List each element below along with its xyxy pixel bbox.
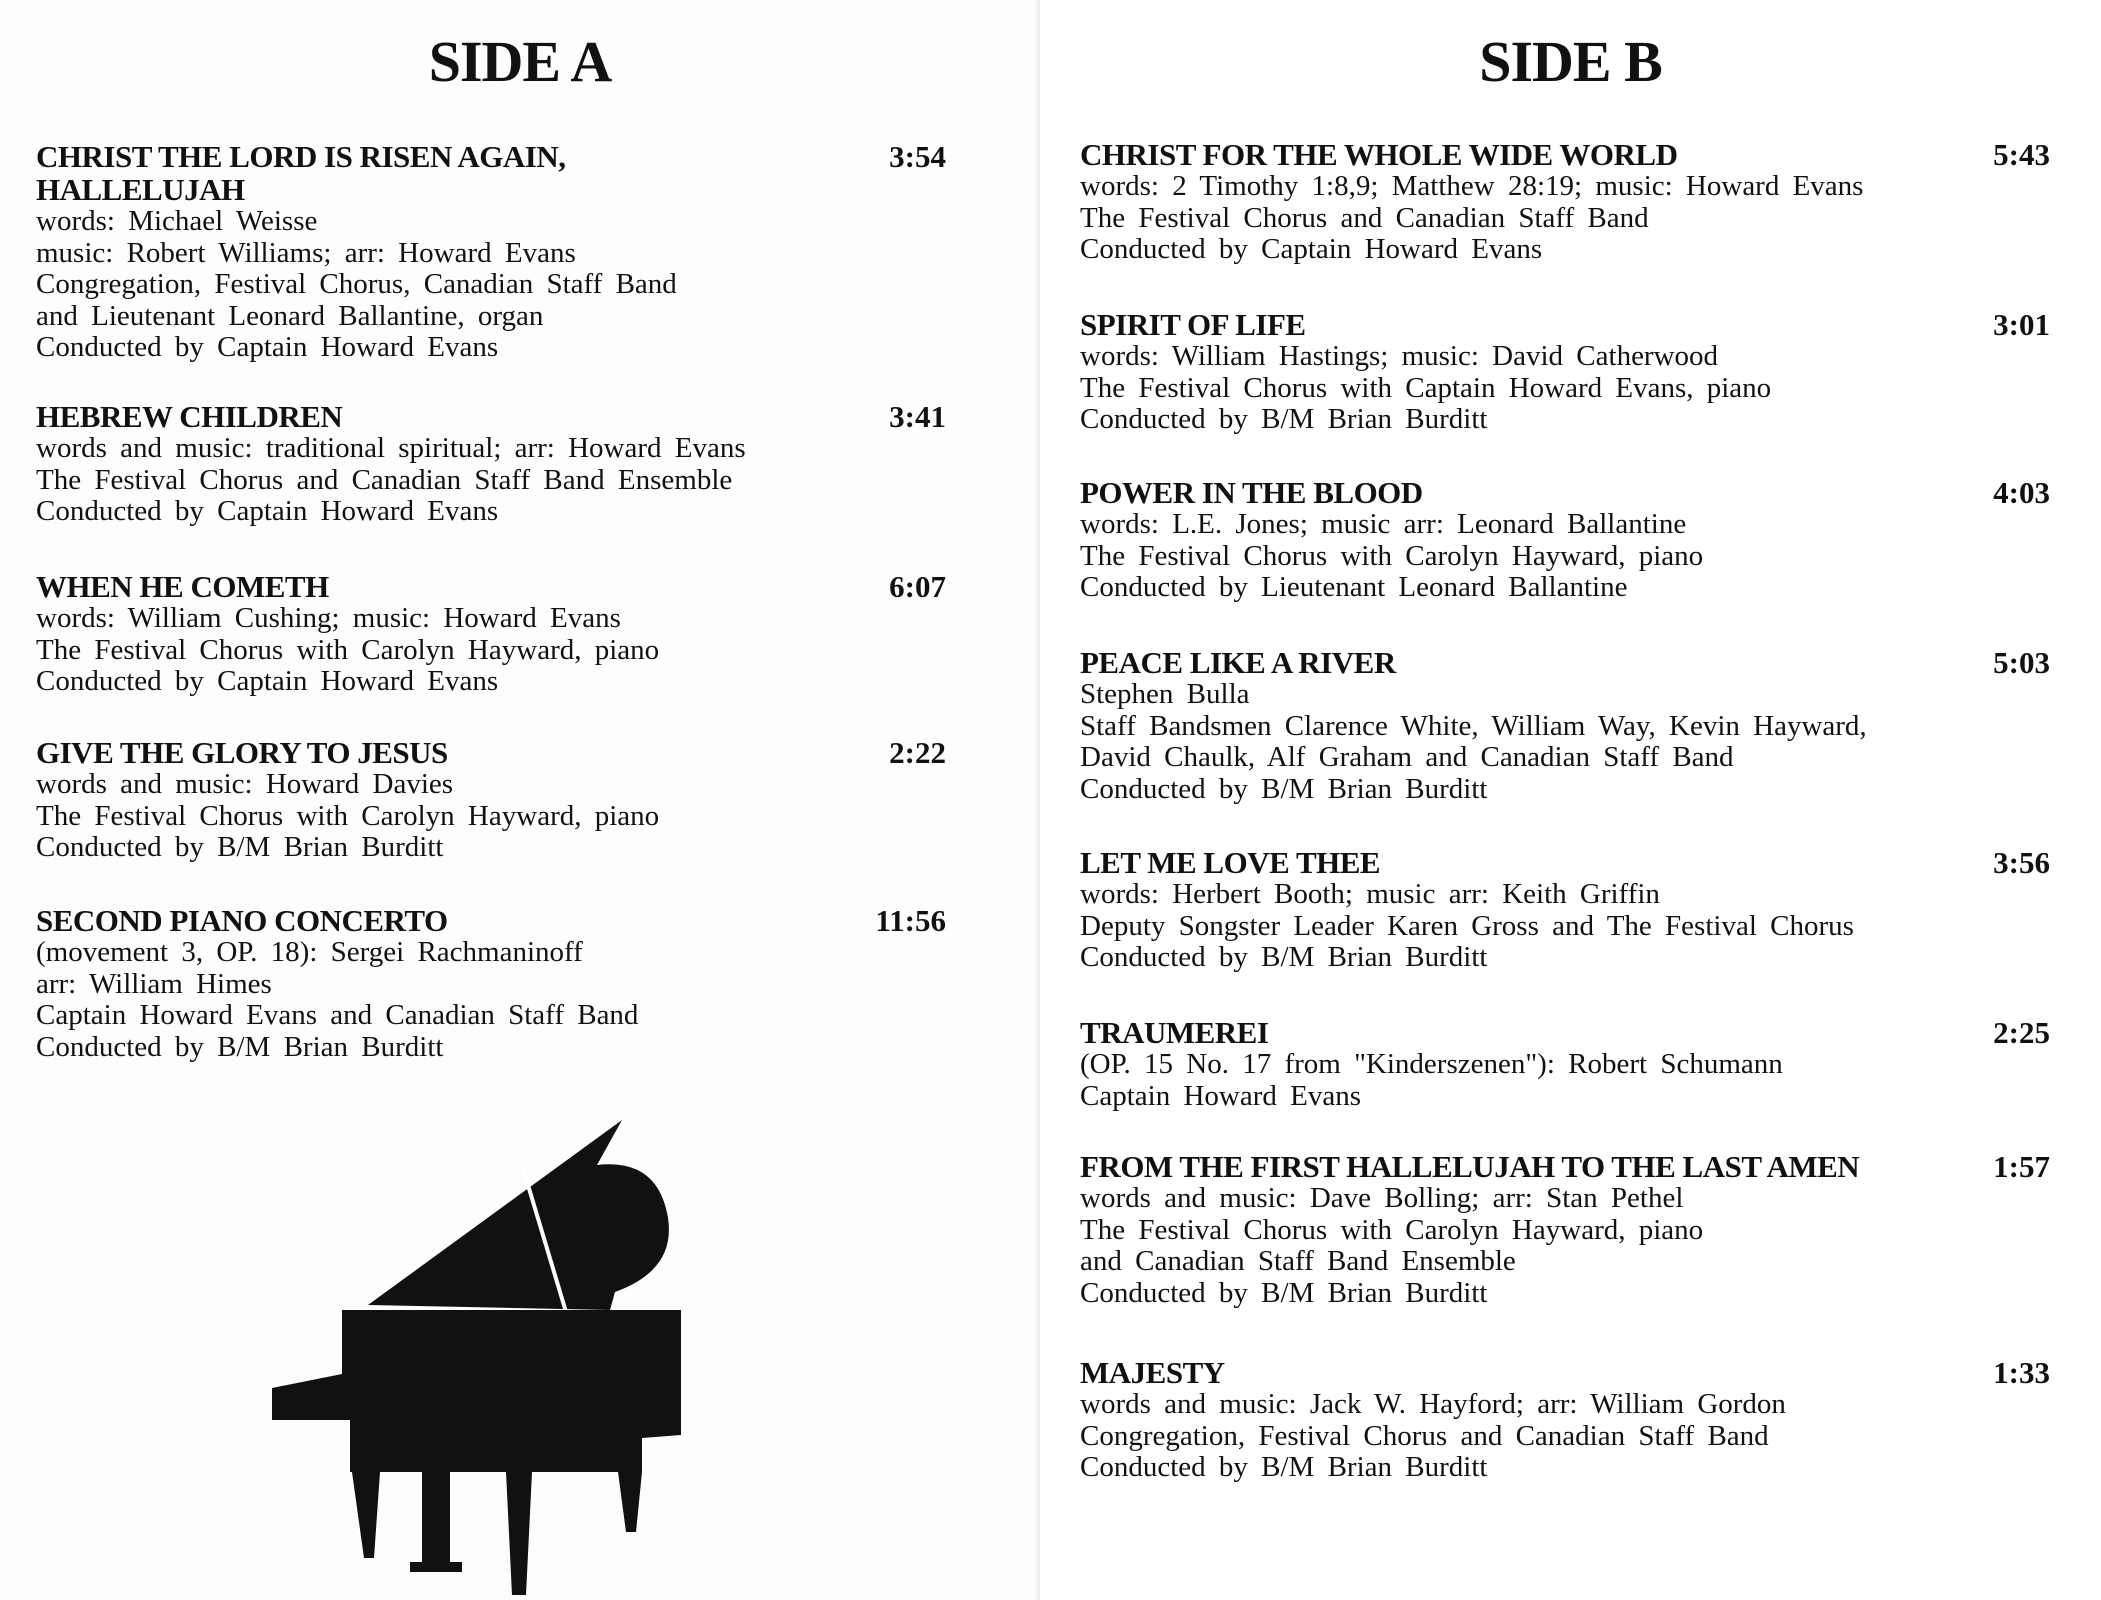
track-title: SPIRIT OF LIFE	[1080, 307, 1306, 342]
track-title: SECOND PIANO CONCERTO	[36, 903, 448, 938]
track-credit-line: Conducted by B/M Brian Burditt	[1080, 1276, 1488, 1309]
track-duration: 1:57	[1993, 1149, 2050, 1184]
track-credit-line: The Festival Chorus with Carolyn Hayward, piano	[1080, 539, 1704, 572]
track-duration: 5:03	[1993, 645, 2050, 680]
track-credit-line: Conducted by B/M Brian Burditt	[36, 831, 444, 863]
side-b-panel	[1040, 0, 2101, 1600]
track-credit-line: The Festival Chorus and Canadian Staff Band	[1080, 201, 1649, 234]
track-entry	[36, 736, 946, 864]
track-credits	[1080, 509, 2050, 604]
side-a-title: SIDE A	[428, 29, 612, 94]
track-entry	[1080, 646, 2050, 805]
track-entry	[1080, 308, 2050, 436]
track-duration: 3:01	[1993, 307, 2050, 342]
track-credit-line: Conducted by Lieutenant Leonard Ballantine	[1080, 571, 1628, 603]
track-credit-line: words: William Hastings; music: David Catherwood	[1080, 340, 1719, 372]
track-duration: 3:54	[889, 139, 946, 174]
track-credits	[1080, 1389, 2050, 1484]
track-credit-line: Conducted by B/M Brian Burditt	[1080, 403, 1488, 435]
track-credit-line: Staff Bandsmen Clarence White, William Way, Kevin Hayward,	[1080, 709, 1867, 742]
track-credit-line: Conducted by Captain Howard Evans	[36, 331, 499, 363]
track-credit-line: Congregation, Festival Chorus and Canadian Staff Band	[1080, 1419, 1769, 1452]
track-credits	[36, 206, 946, 364]
track-credits	[1080, 171, 2050, 266]
track-title: WHEN HE COMETH	[36, 569, 329, 604]
track-entry	[1080, 846, 2050, 974]
track-title: MAJESTY	[1080, 1355, 1225, 1390]
track-title: HEBREW CHILDREN	[36, 399, 343, 434]
track-credit-line: Conducted by Captain Howard Evans	[36, 495, 499, 527]
side-b-title: SIDE B	[1479, 29, 1662, 94]
track-credit-line: The Festival Chorus with Carolyn Hayward, piano	[1080, 1213, 1704, 1246]
track-credits	[36, 603, 946, 698]
track-duration: 11:56	[875, 903, 946, 938]
track-entry	[36, 904, 946, 1063]
track-credit-line: and Lieutenant Leonard Ballantine, organ	[36, 299, 544, 332]
track-duration: 3:41	[889, 399, 946, 434]
track-credit-line: The Festival Chorus with Carolyn Hayward, piano	[36, 799, 660, 832]
track-credit-line: Conducted by Captain Howard Evans	[36, 665, 499, 697]
track-credit-line: words and music: Howard Davies	[36, 768, 454, 800]
track-duration: 3:56	[1993, 845, 2050, 880]
track-credit-line: The Festival Chorus and Canadian Staff Band Ensemble	[36, 463, 733, 496]
track-credits	[36, 433, 946, 528]
track-credit-line: (OP. 15 No. 17 from "Kinderszenen"): Robert Schumann	[1080, 1048, 1783, 1080]
track-credit-line: Congregation, Festival Chorus, Canadian Staff Band	[36, 268, 677, 300]
track-credit-line: Deputy Songster Leader Karen Gross and The Festival Chorus	[1080, 909, 1854, 942]
track-credits	[36, 769, 946, 864]
track-credit-line: Conducted by Captain Howard Evans	[1080, 233, 1543, 265]
track-credit-line: Conducted by B/M Brian Burditt	[36, 1030, 444, 1063]
track-title: FROM THE FIRST HALLELUJAH TO THE LAST AMEN	[1080, 1149, 1860, 1184]
track-credit-line: words and music: traditional spiritual; arr: Howard Evans	[36, 432, 746, 464]
track-credit-line: Conducted by B/M Brian Burditt	[1080, 1451, 1488, 1483]
track-credit-line: words: Herbert Booth; music arr: Keith Griffin	[1080, 878, 1660, 910]
track-entry	[1080, 1150, 2050, 1309]
side-a-panel	[0, 0, 1040, 1600]
track-credit-line: and Canadian Staff Band Ensemble	[1080, 1245, 1516, 1277]
track-title: PEACE LIKE A RIVER	[1080, 645, 1396, 680]
track-entry	[36, 140, 946, 364]
track-title: GIVE THE GLORY TO JESUS	[36, 735, 448, 770]
track-title: CHRIST FOR THE WHOLE WIDE WORLD	[1080, 137, 1678, 172]
track-credit-line: words and music: Dave Bolling; arr: Stan Pethel	[1080, 1182, 1684, 1214]
track-credit-line: arr: William Himes	[36, 967, 272, 1000]
track-credit-line: words: William Cushing; music: Howard Evans	[36, 602, 621, 634]
track-duration: 2:25	[1993, 1015, 2050, 1050]
track-entry	[1080, 138, 2050, 266]
track-entry	[36, 570, 946, 698]
track-credit-line: The Festival Chorus with Captain Howard Evans, piano	[1080, 371, 1772, 404]
track-credit-line: Conducted by B/M Brian Burditt	[1080, 772, 1488, 805]
track-title: TRAUMEREI	[1080, 1015, 1269, 1050]
track-title: POWER IN THE BLOOD	[1080, 475, 1423, 510]
track-credit-line: words: Michael Weisse	[36, 205, 318, 237]
track-duration: 2:22	[889, 735, 946, 770]
track-credits	[1080, 1049, 2050, 1112]
track-credit-line: Conducted by B/M Brian Burditt	[1080, 941, 1488, 973]
track-credit-line: music: Robert Williams; arr: Howard Evans	[36, 236, 576, 269]
track-duration: 5:43	[1993, 137, 2050, 172]
track-credits	[1080, 1183, 2050, 1309]
track-duration: 1:33	[1993, 1355, 2050, 1390]
track-credit-line: Captain Howard Evans	[1080, 1079, 1361, 1112]
track-credit-line: The Festival Chorus with Carolyn Hayward, piano	[36, 633, 660, 666]
track-credit-line: (movement 3, OP. 18): Sergei Rachmaninoff	[36, 936, 583, 968]
track-entry	[1080, 1016, 2050, 1112]
track-credit-line: Stephen Bulla	[1080, 678, 1250, 710]
track-title: LET ME LOVE THEE	[1080, 845, 1381, 880]
grand-piano-icon	[270, 1120, 690, 1600]
track-credits	[36, 937, 946, 1063]
track-credit-line: words: 2 Timothy 1:8,9; Matthew 28:19; music: Howard Evans	[1080, 170, 1864, 202]
track-entry	[1080, 1356, 2050, 1484]
track-duration: 4:03	[1993, 475, 2050, 510]
track-entry	[1080, 476, 2050, 604]
track-credit-line: words and music: Jack W. Hayford; arr: William Gordon	[1080, 1388, 1786, 1420]
track-credit-line: Captain Howard Evans and Canadian Staff Band	[36, 999, 639, 1031]
track-credits	[1080, 879, 2050, 974]
track-credit-line: David Chaulk, Alf Graham and Canadian Staff Band	[1080, 741, 1734, 773]
track-entry	[36, 400, 946, 528]
track-title: CHRIST THE LORD IS RISEN AGAIN, HALLELUJAH	[36, 139, 566, 207]
track-credits	[1080, 679, 2050, 805]
track-credits	[1080, 341, 2050, 436]
track-duration: 6:07	[889, 569, 946, 604]
track-credit-line: words: L.E. Jones; music arr: Leonard Ballantine	[1080, 508, 1687, 540]
